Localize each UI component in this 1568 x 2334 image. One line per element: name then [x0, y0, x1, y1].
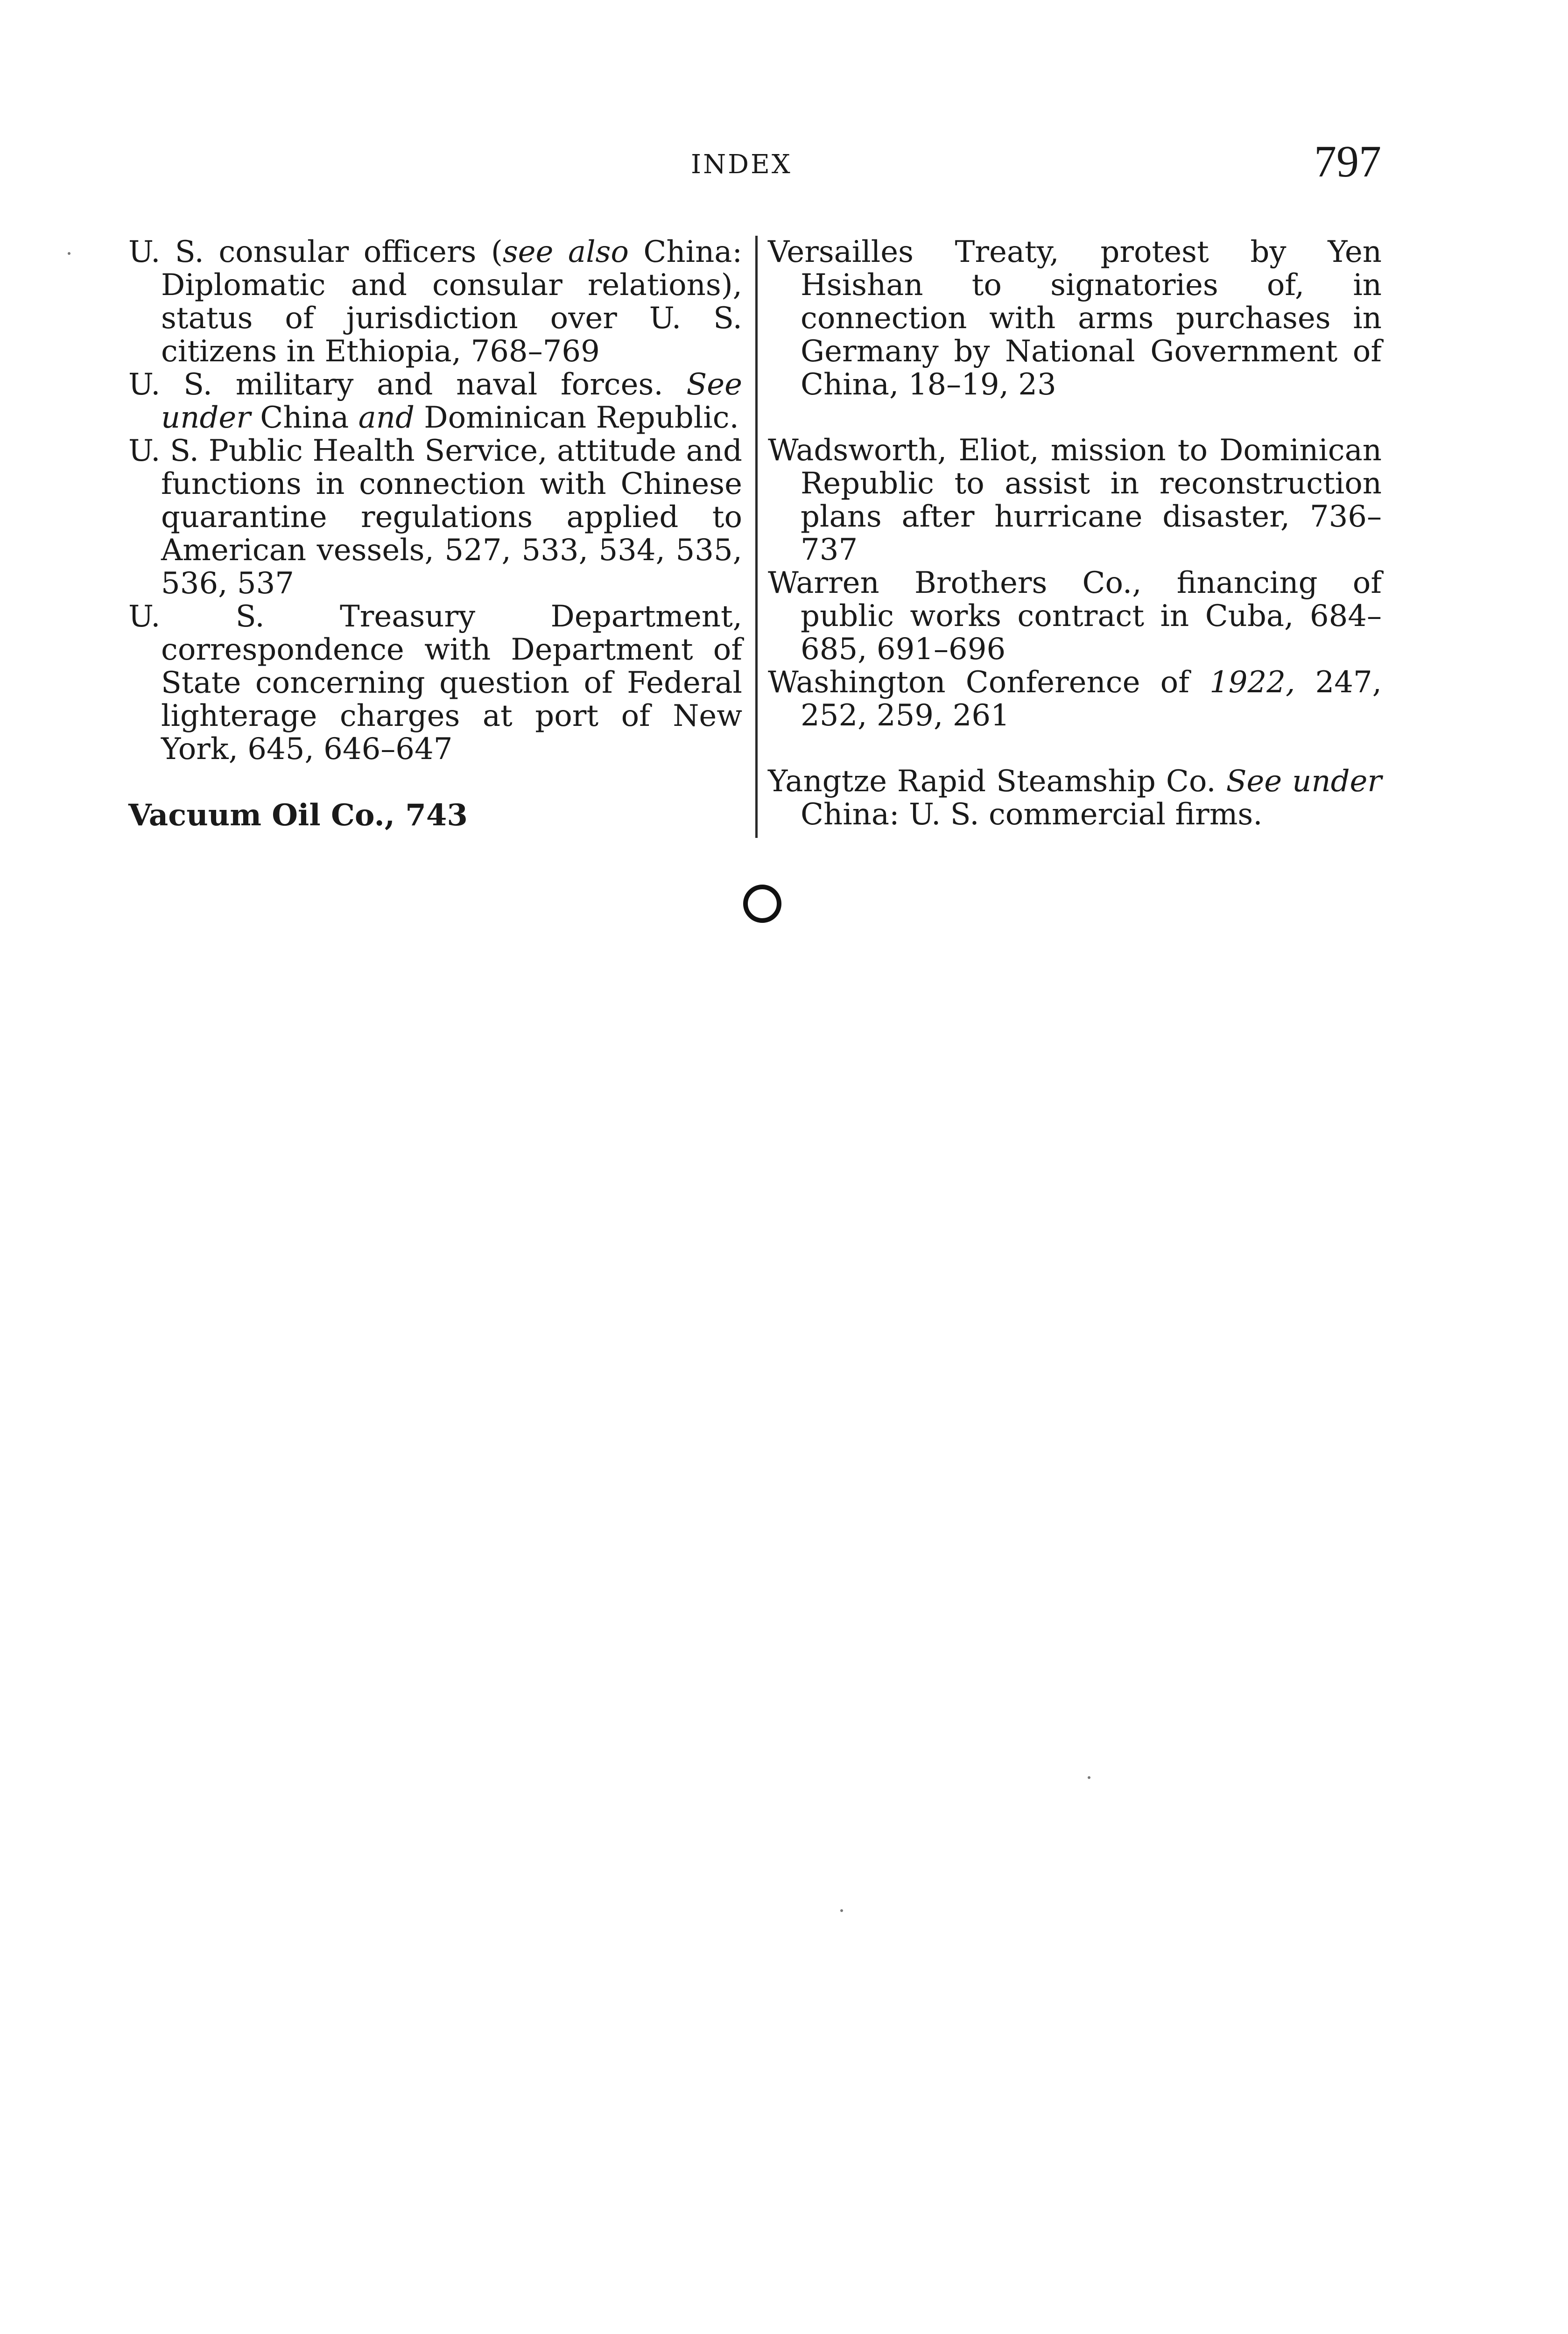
entry-text: Yangtze Rapid Steamship Co.: [768, 764, 1226, 799]
entry-italic: see also: [502, 235, 629, 269]
running-head-title: INDEX: [691, 149, 792, 180]
entry-text: 247, 252, 259, 261: [801, 665, 1382, 733]
right-index-column: [768, 236, 1382, 831]
entry-text: Warren Brothers Co., financing of public works contract in Cuba, 684–685, 691–696: [768, 566, 1382, 667]
entry-text: U. S. Public Health Service, attitude and functions in connection with Chinese quarantine regulations applied to American vessels, 527, 533, 534, 535, 536, 537: [128, 434, 742, 601]
print-speck: [1088, 1776, 1090, 1779]
print-speck: [840, 1909, 843, 1912]
index-entry-us-public-health-service: [128, 435, 742, 600]
index-entry-warren-brothers: [768, 567, 1382, 666]
index-entry-us-consular-officers: [128, 236, 742, 368]
index-entry-washington-conference: [768, 666, 1382, 732]
index-entry-us-treasury-department: [128, 600, 742, 766]
entry-text: China: [250, 401, 359, 435]
index-entry-vacuum-oil: [128, 799, 742, 832]
column-rule: [755, 236, 758, 838]
index-entry-yangtze-rapid: [768, 765, 1382, 831]
entry-italic: and: [358, 401, 415, 435]
entry-text: Vacuum Oil Co., 743: [128, 798, 468, 833]
entry-text: Washington Conference of: [768, 665, 1210, 700]
entry-text: China: U. S. commercial firms.: [801, 797, 1263, 832]
entry-italic: See under: [1226, 764, 1382, 799]
entry-italic: 1922,: [1209, 665, 1295, 700]
entry-text: Versailles Treaty, protest by Yen Hsishan to signatories of, in connection with arms purchases in Germany by National Government of China, 18–19, 23: [768, 235, 1382, 402]
left-index-column: [128, 236, 742, 832]
index-entry-us-military-naval-forces: [128, 368, 742, 435]
entry-italic: See under: [161, 367, 742, 435]
entry-text: U. S. consular officers (: [128, 235, 503, 269]
entry-text: U. S. Treasury Department, correspondence with Department of State concerning question of Federal lighterage charges at port of New York, 645, 646–647: [128, 599, 742, 766]
entry-text: U. S. military and naval forces.: [128, 367, 687, 402]
index-entry-versailles-treaty: [768, 236, 1382, 401]
entry-text: China: Diplomatic and consular relations), status of jurisdiction over U. S. citizens in Ethiopia, 768–769: [161, 235, 743, 369]
entry-text: Dominican Republic.: [414, 401, 739, 435]
entry-text: Wadsworth, Eliot, mission to Dominican Republic to assist in reconstruction plans after hurricane disaster, 736–737: [768, 433, 1382, 567]
index-entry-wadsworth: [768, 434, 1382, 567]
print-speck: [68, 252, 70, 255]
end-of-index-circle-mark: [743, 885, 781, 923]
page-number: 797: [1314, 136, 1381, 186]
